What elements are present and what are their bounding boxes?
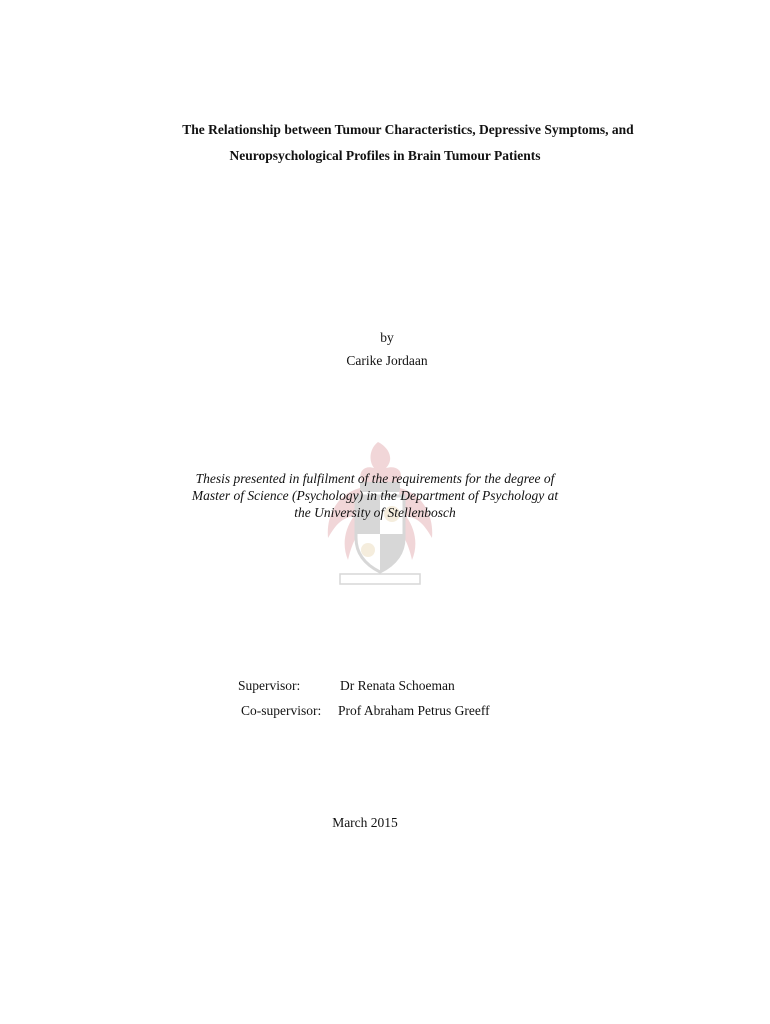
by-label: by — [380, 330, 394, 345]
thesis-statement-line-2: Master of Science (Psychology) in the Department of Psychology at — [191, 488, 559, 503]
thesis-title-line-2: Neuropsychological Profiles in Brain Tumour Patients — [229, 148, 541, 163]
supervisor-label: Supervisor: — [238, 678, 301, 693]
submission-date: March 2015 — [332, 815, 398, 830]
thesis-statement-line-3: the University of Stellenbosch — [294, 505, 456, 520]
author-name: Carike Jordaan — [346, 353, 428, 368]
cosupervisor-name: Prof Abraham Petrus Greeff — [338, 703, 490, 718]
thesis-title-line-1: The Relationship between Tumour Characteristics, Depressive Symptoms, and — [182, 122, 634, 137]
cosupervisor-label: Co-supervisor: — [241, 703, 322, 718]
supervisor-name: Dr Renata Schoeman — [340, 678, 455, 693]
thesis-statement-line-1: Thesis presented in fulfilment of the requirements for the degree of — [195, 471, 555, 486]
